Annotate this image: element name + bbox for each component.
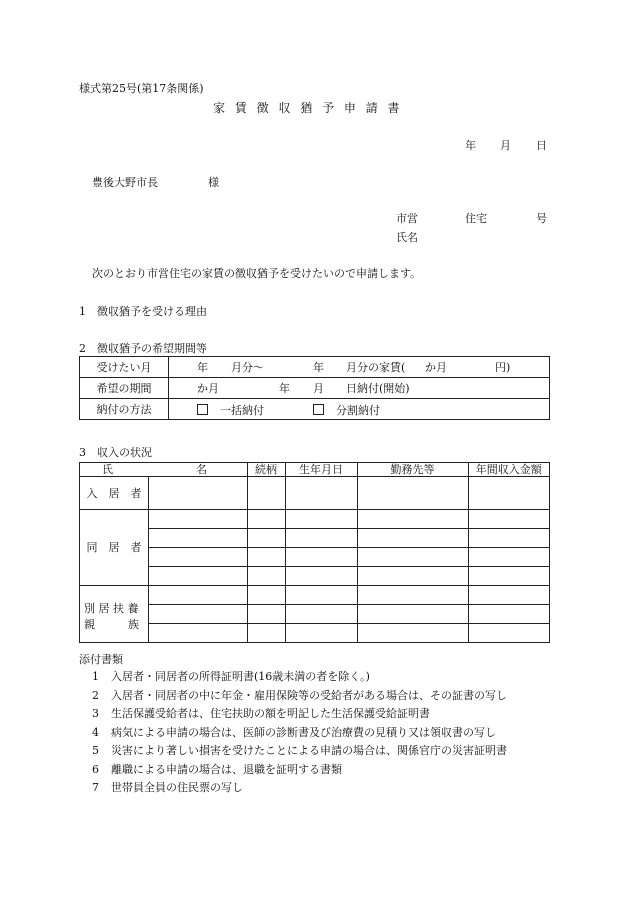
date-day: 日 <box>536 139 547 152</box>
header-workplace: 勤務先等 <box>357 463 468 477</box>
attachment-item: 病気による申請の場合は、医師の診断書及び治療費の見積り又は領収書の写し <box>111 725 496 739</box>
income-table <box>79 462 550 643</box>
header-relation: 続柄 <box>247 463 285 477</box>
form-title: 家 賃 徴 収 猶 予 申 請 書 <box>213 101 403 115</box>
header-name-right: 名 <box>196 463 207 476</box>
option-lump-sum[interactable]: 一括納付 <box>197 404 264 416</box>
row-cohabitant: 同 居 者 <box>80 510 149 586</box>
r2-month: 月 <box>313 382 324 395</box>
r2-year: 年 <box>279 382 290 395</box>
r1-month-from: 月分〜 <box>231 361 264 374</box>
applicant-name-label: 氏名 <box>396 231 418 244</box>
row-dependent-line2: 親 族 <box>84 618 139 631</box>
r1-yen: 円) <box>495 361 511 374</box>
attachment-number: 5 <box>92 744 99 757</box>
attachment-item: 災害により著しい損害を受けたことによる申請の場合は、関係官庁の災害証明書 <box>111 744 507 757</box>
section1-title: 1 徴収猶予を受ける理由 <box>79 305 207 318</box>
attachment-item: 世帯員全員の住民票の写し <box>111 781 243 794</box>
attachment-number: 2 <box>92 688 99 702</box>
deferral-table <box>79 356 550 420</box>
attachment-item: 生活保護受給者は、住宅扶助の額を明記した生活保護受給証明書 <box>111 707 430 720</box>
r2-day-start: 日納付(開始) <box>346 382 410 395</box>
attachment-number: 3 <box>92 707 99 720</box>
intro-text: 次のとおり市営住宅の家賃の徴収猶予を受けたいので申請します。 <box>92 267 422 280</box>
header-income: 年間収入金額 <box>468 463 550 477</box>
attachment-number: 6 <box>92 762 99 776</box>
header-name-left: 氏 <box>102 463 113 476</box>
attachments-title: 添付書類 <box>79 653 123 666</box>
addressee-name: 豊後大野市長 <box>92 176 158 189</box>
row-label-month: 受けたい月 <box>80 357 169 378</box>
row-label-method: 納付の方法 <box>80 399 169 420</box>
row-dependent-line1: 別 居 扶 養 <box>84 602 139 615</box>
attachment-number: 7 <box>92 781 99 794</box>
header-birth: 生年月日 <box>285 463 357 477</box>
form-number: 様式第25号(第17条関係) <box>79 82 204 95</box>
r2-kagetsu: か月 <box>197 382 219 395</box>
section2-title: 2 徴収猶予の希望期間等 <box>79 342 207 355</box>
checkbox-icon[interactable] <box>313 404 324 415</box>
section3-title: 3 収入の状況 <box>79 446 152 459</box>
applicant-prefix: 市営 <box>396 212 418 225</box>
attachment-number: 4 <box>92 725 99 739</box>
r1-month-rent: 月分の家賃( <box>346 361 406 374</box>
option-installment[interactable]: 分割納付 <box>313 404 380 416</box>
row-label-period: 希望の期間 <box>80 378 169 399</box>
attachment-item: 入居者・同居者の所得証明書(16歳未満の者を除く。) <box>111 670 370 683</box>
attachment-item: 離職による申請の場合は、退職を証明する書類 <box>111 762 342 776</box>
applicant-number: 号 <box>536 212 547 225</box>
checkbox-icon[interactable] <box>197 404 208 415</box>
row-tenant: 入 居 者 <box>80 477 149 510</box>
date-month: 月 <box>500 139 511 152</box>
date-year: 年 <box>465 139 476 152</box>
r1-year: 年 <box>197 361 208 374</box>
attachment-item: 入居者・同居者の中に年金・雇用保険等の受給者がある場合は、その証書の写し <box>111 688 507 702</box>
applicant-housing: 住宅 <box>465 212 487 225</box>
r1-year2: 年 <box>313 361 324 374</box>
r1-kagetsu: か月 <box>425 361 447 374</box>
addressee-honorific: 様 <box>208 176 219 189</box>
attachment-number: 1 <box>92 670 99 683</box>
